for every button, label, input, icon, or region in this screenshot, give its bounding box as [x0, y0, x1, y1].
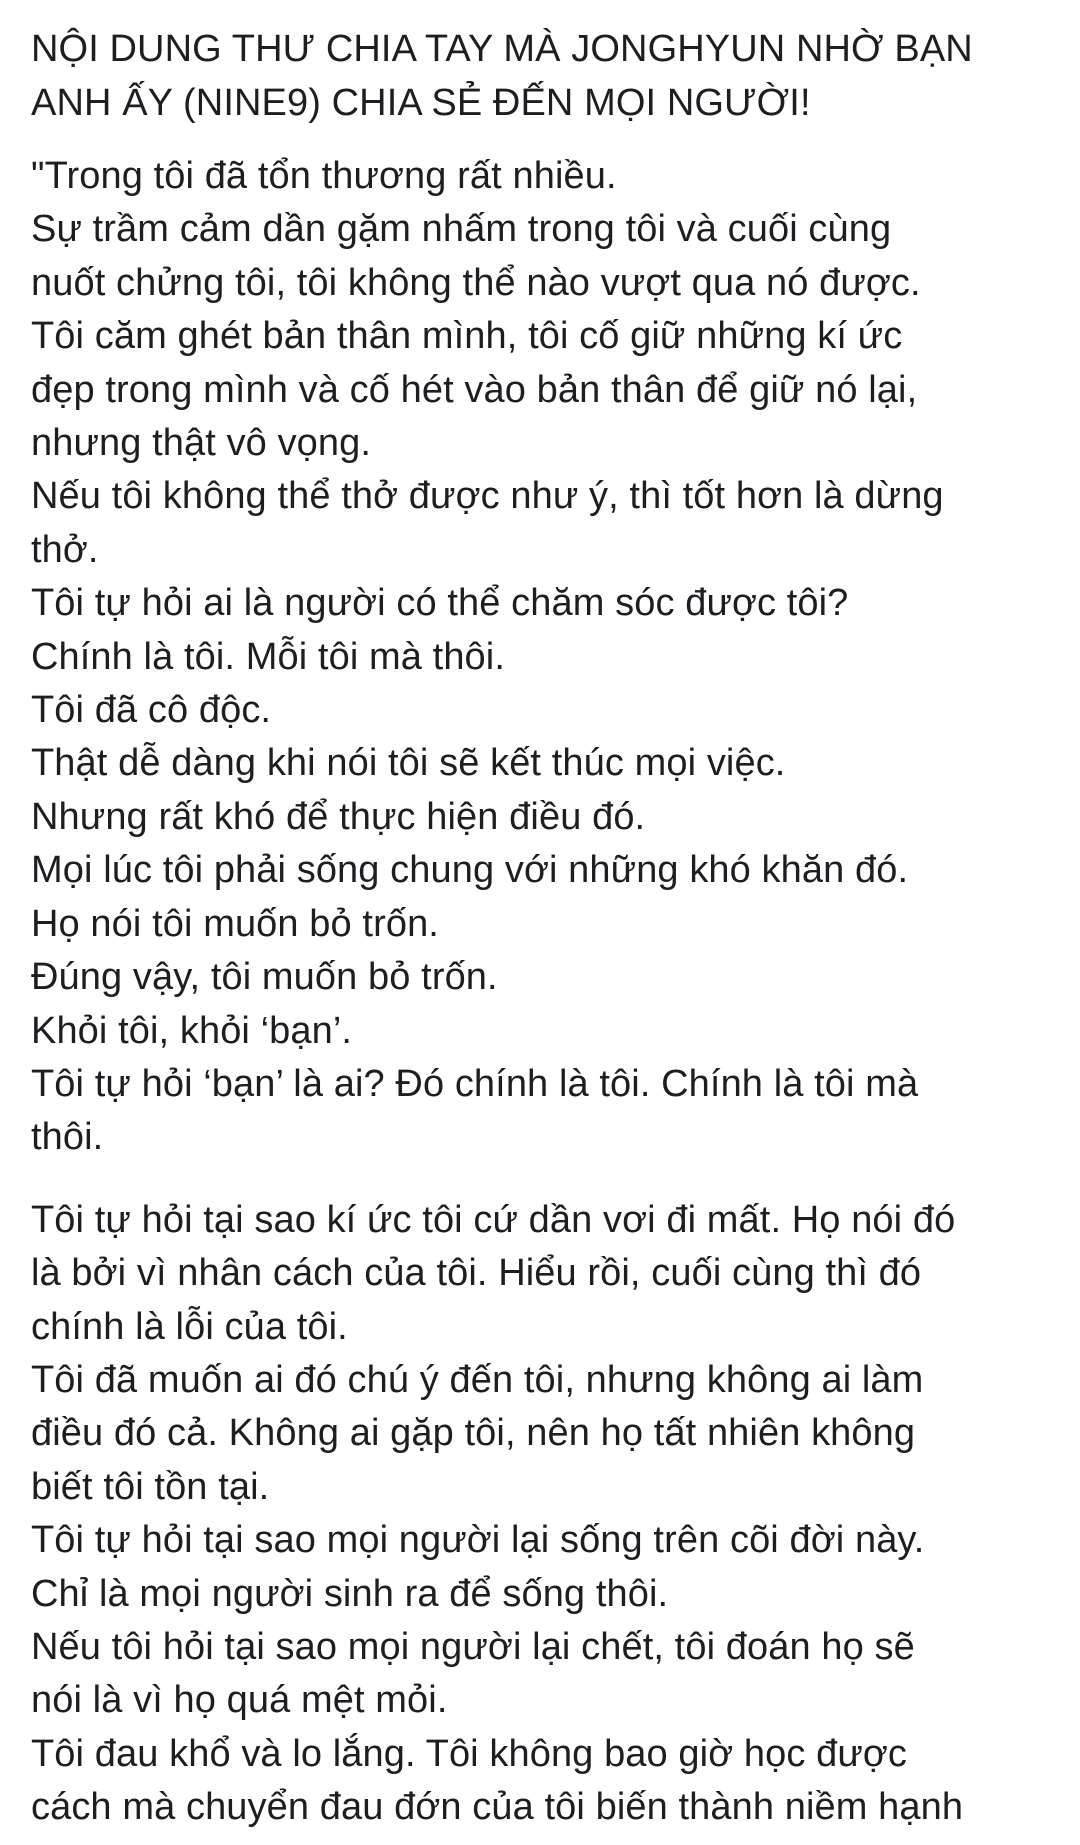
text-line: cách mà chuyển đau đớn của tôi biến thành niềm hạnh [31, 1786, 964, 1829]
text-line: Nếu tôi không thể thở được như ý, thì tốt hơn là dừng [31, 475, 944, 518]
text-line: thở. [31, 528, 99, 571]
text-line: Chỉ là mọi người sinh ra để sống thôi. [31, 1572, 669, 1615]
text-line: Nhưng rất khó để thực hiện điều đó. [31, 795, 646, 838]
text-line: Nếu tôi hỏi tại sao mọi người lại chết, tôi đoán họ sẽ [31, 1625, 915, 1668]
text-line: biết tôi tồn tại. [31, 1465, 270, 1508]
text-line: Thật dễ dàng khi nói tôi sẽ kết thúc mọi việc. [31, 742, 786, 785]
text-line: Khỏi tôi, khỏi ‘bạn’. [31, 1009, 353, 1052]
text-line: Tôi đã muốn ai đó chú ý đến tôi, nhưng không ai làm [31, 1358, 924, 1401]
title-line: ANH ẤY (NINE9) CHIA SẺ ĐẾN MỌI NGƯỜI! [31, 82, 811, 124]
text-line: Tôi đau khổ và lo lắng. Tôi không bao giờ học được [31, 1732, 907, 1775]
text-line: là bởi vì nhân cách của tôi. Hiểu rồi, cuối cùng thì đó [31, 1252, 922, 1295]
post-body [31, 22, 1071, 1835]
text-line: điều đó cả. Không ai gặp tôi, nên họ tất nhiên không [31, 1412, 916, 1455]
post-title [31, 22, 1071, 130]
text-line: Tôi tự hỏi tại sao kí ức tôi cứ dần vơi đi mất. Họ nói đó [31, 1198, 956, 1241]
text-line: nuốt chửng tôi, tôi không thể nào vượt qua nó được. [31, 261, 921, 304]
text-line: thôi. [31, 1116, 104, 1159]
paragraph-gap [31, 1165, 1071, 1194]
text-line: Tôi tự hỏi ai là người có thể chăm sóc được tôi? [31, 582, 849, 625]
text-line: nhưng thật vô vọng. [31, 422, 372, 465]
text-line: Tôi tự hỏi ‘bạn’ là ai? Đó chính là tôi. Chính là tôi mà [31, 1062, 919, 1105]
text-line: Chính là tôi. Mỗi tôi mà thôi. [31, 635, 505, 678]
text-line: Sự trầm cảm dần gặm nhấm trong tôi và cuối cùng [31, 208, 892, 251]
text-line: Tôi căm ghét bản thân mình, tôi cố giữ những kí ức [31, 315, 903, 358]
text-line: nói là vì họ quá mệt mỏi. [31, 1679, 448, 1722]
text-line: chính là lỗi của tôi. [31, 1305, 348, 1348]
text-line: Họ nói tôi muốn bỏ trốn. [31, 902, 439, 945]
text-line: Tôi đã cô độc. [31, 689, 272, 732]
text-line: đẹp trong mình và cố hét vào bản thân để giữ nó lại, [31, 368, 918, 411]
text-line: "Trong tôi đã tổn thương rất nhiều. [31, 155, 617, 197]
text-line: Đúng vậy, tôi muốn bỏ trốn. [31, 956, 498, 999]
text-line: Tôi tự hỏi tại sao mọi người lại sống trên cõi đời này. [31, 1519, 925, 1562]
text-line: Mọi lúc tôi phải sống chung với những khó khăn đó. [31, 849, 909, 892]
paragraph-2 [31, 1194, 1071, 1835]
paragraph-1 [31, 150, 1071, 1165]
title-line: NỘI DUNG THƯ CHIA TAY MÀ JONGHYUN NHỜ BẠN [31, 28, 973, 70]
